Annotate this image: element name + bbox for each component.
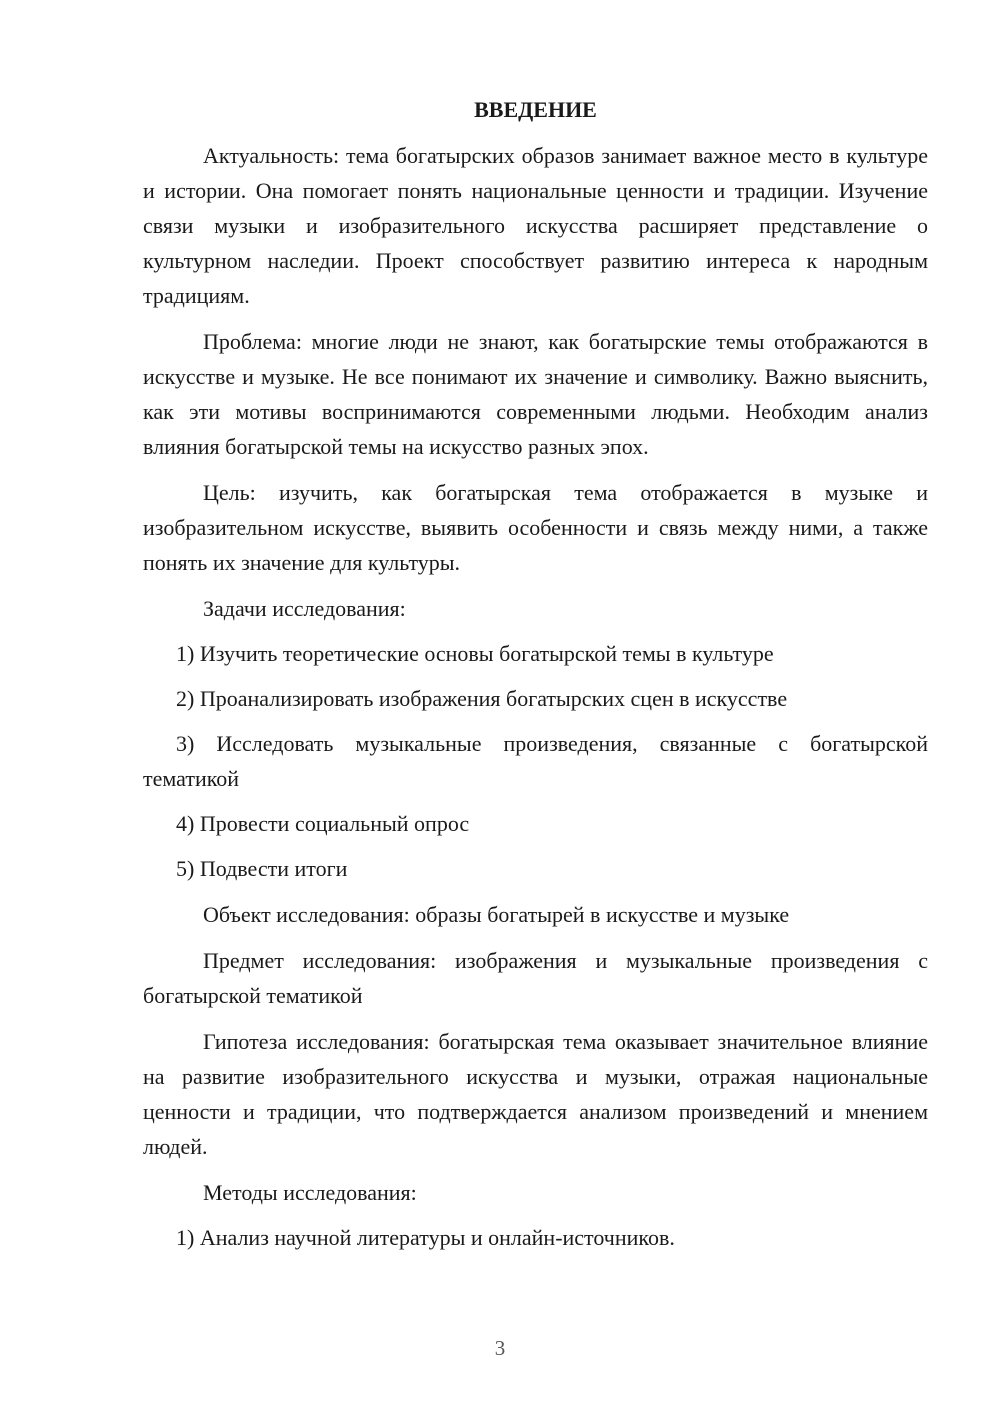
method-item-1: 1) Анализ научной литературы и онлайн-источников. — [176, 1225, 675, 1250]
object-paragraph: Объект исследования: образы богатырей в искусстве и музыке — [203, 902, 790, 927]
task-item-5: 5) Подвести итоги — [176, 856, 348, 881]
goal-paragraph: Цель: изучить, как богатырская тема отображается в музыке и изобразительном искусстве, выявить особенности и связь между ними, а также понять их значение для культуры. — [143, 480, 928, 575]
subject-paragraph: Предмет исследования: изображения и музыкальные произведения с богатырской тематикой — [143, 948, 928, 1008]
task-item-3: 3) Исследовать музыкальные произведения, связанные с богатырской тематикой — [143, 731, 928, 791]
methods-heading: Методы исследования: — [203, 1180, 417, 1205]
document-page — [143, 92, 928, 1255]
page-title: ВВЕДЕНИЕ — [474, 97, 597, 122]
relevance-paragraph: Актуальность: тема богатырских образов занимает важное место в культуре и истории. Она помогает понять национальные ценности и традиции. Изучение связи музыки и изобразительного искусства расширяет представление о культурном наследии. Проект способствует развитию интереса к народным традициям. — [143, 143, 928, 308]
problem-paragraph: Проблема: многие люди не знают, как богатырские темы отображаются в искусстве и музыке. Не все понимают их значение и символику. Важно выяснить, как эти мотивы воспринимаются современными людьми. Необходим анализ влияния богатырской темы на искусство разных эпох. — [143, 329, 928, 459]
task-item-1: 1) Изучить теоретические основы богатырской темы в культуре — [176, 641, 774, 666]
hypothesis-paragraph: Гипотеза исследования: богатырская тема оказывает значительное влияние на развитие изобразительного искусства и музыки, отражая национальные ценности и традиции, что подтверждается анализом произведений и мнением людей. — [143, 1029, 928, 1159]
page-number: 3 — [494, 1336, 506, 1360]
tasks-heading: Задачи исследования: — [203, 596, 406, 621]
task-item-4: 4) Провести социальный опрос — [176, 811, 470, 836]
task-item-2: 2) Проанализировать изображения богатырских сцен в искусстве — [176, 686, 788, 711]
